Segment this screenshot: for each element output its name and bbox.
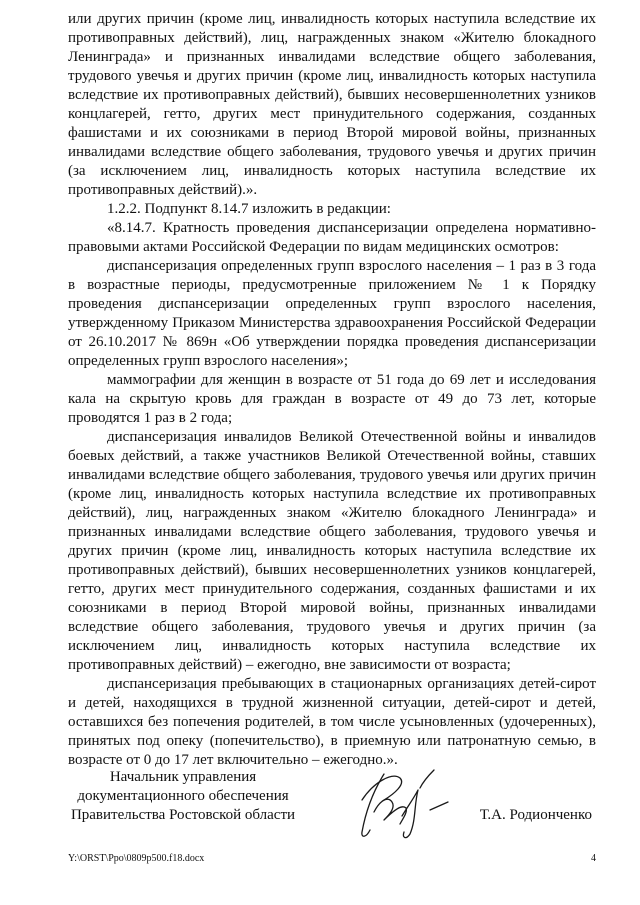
file-path: Y:\ORST\Ppo\0809p500.f18.docx	[68, 853, 205, 864]
document-body	[68, 10, 596, 770]
paragraph-frequency-intro: «8.14.7. Кратность проведения диспансеризации определена нормативно-правовыми актами Российской Федерации по видам медицинских осмотров:	[68, 220, 596, 255]
signatory-name: Т.А. Родионченко	[479, 807, 592, 823]
paragraph-continuation: или других причин (кроме лиц, инвалидность которых наступила вследствие их противоправных действий), лиц, награжденных знаком «Жителю блокадного Ленинграда» и признанных инвалидами вследствие общего заболевания, трудового увечья и других причин (кроме лиц, инвалидность которых наступила вследствие их противоправных действий), бывших несовершеннолетних узников концлагерей, гетто, других мест принудительного содержания, созданных фашистами и их союзниками в период Второй мировой войны, признанных инвалидами вследствие общего заболевания, трудового увечья и других причин (за исключением лиц, инвалидность которых наступила вследствие их противоправных действий).».	[68, 11, 596, 198]
page-number: 4	[591, 853, 596, 864]
paragraph-orphans-dispensary: диспансеризация пребывающих в стационарных организациях детей-сирот и детей, находящихся в трудной жизненной ситуации, детей-сирот и детей, оставшихся без попечения родителей, в том числе усыновленных (удочеренных), принятых под опеку (попечительство), в приемную или патронатную семью, в возрасте от 0 до 17 лет включительно – ежегодно.».	[68, 676, 596, 768]
signatory-title-line: документационного обеспечения	[77, 788, 289, 804]
paragraph-subitem-heading: 1.2.2. Подпункт 8.14.7 изложить в редакции:	[107, 201, 391, 217]
paragraph-adult-dispensary: диспансеризация определенных групп взрослого населения – 1 раз в 3 года в возрастные периоды, предусмотренные приложением № 1 к Порядку проведения диспансеризации определенных групп взрослого населения, утвержденному Приказом Министерства здравоохранения Российской Федерации от 26.10.2017 № 869н «Об утверждении порядка проведения диспансеризации определенных групп взрослого населения»;	[68, 258, 596, 369]
signature-block	[68, 768, 596, 838]
signatory-title	[68, 768, 298, 825]
signatory-title-line: Начальник управления	[109, 769, 257, 785]
signatory-title-line: Правительства Ростовской области	[70, 807, 296, 823]
paragraph-veterans-dispensary: диспансеризация инвалидов Великой Отечественной войны и инвалидов боевых действий, а также участников Великой Отечественной войны, ставших инвалидами вследствие общего заболевания, трудового увечья или других причин (кроме лиц, инвалидность которых наступила вследствие их противоправных действий), лиц, награжденных знаком «Жителю блокадного Ленинграда» и признанных инвалидами вследствие общего заболевания, трудового увечья и других причин (кроме лиц, инвалидность которых наступила вследствие их противоправных действий), бывших несовершеннолетних узников концлагерей, гетто, других мест принудительного содержания, созданных фашистами и их союзниками в период Второй мировой войны, признанных инвалидами вследствие общего заболевания, трудового увечья и других причин (за исключением лиц, инвалидность которых наступила вследствие их противоправных действий) – ежегодно, вне зависимости от возраста;	[68, 429, 596, 673]
handwritten-signature	[344, 760, 454, 844]
paragraph-mammography: маммографии для женщин в возрасте от 51 года до 69 лет и исследования кала на скрытую кровь для граждан в возрасте от 49 до 73 лет, которые проводятся 1 раз в 2 года;	[68, 372, 596, 426]
